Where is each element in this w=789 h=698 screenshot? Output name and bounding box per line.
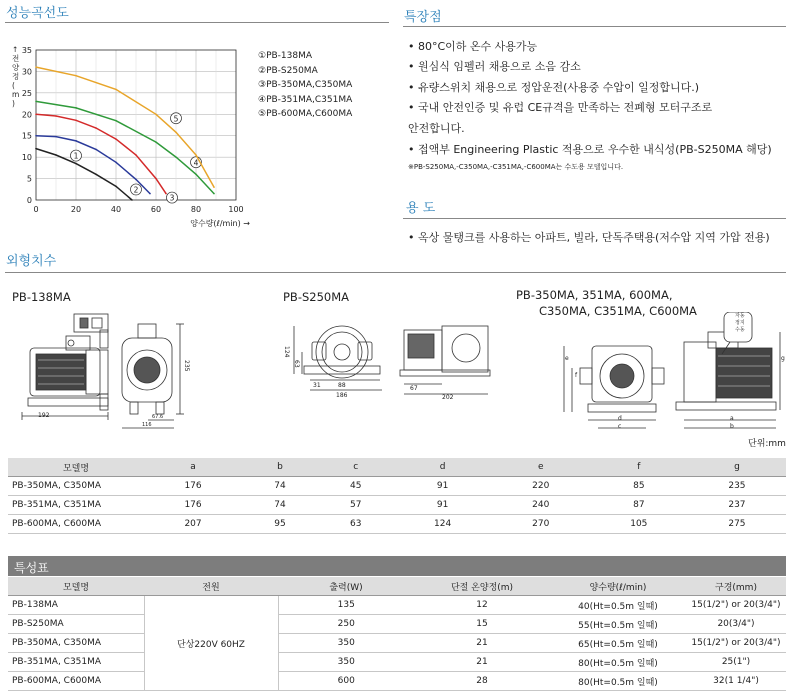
table-cell: 220 [492, 477, 590, 496]
dim-header-b: b [242, 458, 318, 477]
series-point [75, 119, 77, 121]
feature-item: • 원심식 임펠러 채용으로 소음 감소 [408, 60, 581, 73]
performance-title-rule [5, 22, 389, 23]
series-point [35, 101, 37, 103]
dim-header-f: f [590, 458, 688, 477]
table-cell: PB-138MA [8, 596, 144, 615]
table-cell: 21 [414, 653, 550, 672]
series-point [95, 149, 97, 151]
table-cell: 91 [394, 477, 492, 496]
table-cell: 45 [318, 477, 394, 496]
spec-header-output: 출력(W) [278, 577, 414, 596]
series-marker-label: 4 [193, 158, 199, 168]
table-cell: 40(Ht=0.5m 일때) [550, 596, 686, 615]
table-cell: 350 [278, 634, 414, 653]
legend-entry: ①PB-138MA [258, 51, 313, 61]
series-point [35, 113, 37, 115]
table-cell: 207 [144, 515, 242, 534]
unit-note: 단위:mm [748, 439, 786, 449]
table-cell: 105 [590, 515, 688, 534]
spec-header-flow: 양수량(ℓ/min) [550, 577, 686, 596]
feature-item: 안전합니다. [408, 122, 465, 135]
series-point [165, 193, 167, 195]
table-cell: 55(Ht=0.5m 일때) [550, 615, 686, 634]
model-label-pbs250: PB-S250MA [283, 290, 350, 304]
table-row [8, 653, 786, 672]
x-tick-label: 40 [110, 205, 122, 214]
series-point [75, 75, 77, 77]
table-cell: 80(Ht=0.5m 일때) [550, 672, 686, 691]
pbs250-dim-67: 67 [410, 385, 418, 392]
feature-item: • 접액부 Engineering Plastic 적용으로 우수한 내식성(PB-S250MA 해당) [408, 143, 772, 156]
features-title-rule [403, 26, 786, 27]
series-marker-label: 1 [73, 151, 79, 161]
series-point [95, 173, 97, 175]
series-line [36, 114, 166, 193]
series-point [149, 193, 151, 195]
spec-header-row [8, 577, 786, 596]
pb138-dim-235: 235 [183, 360, 190, 372]
table-cell: 235 [688, 477, 786, 496]
table-cell: 15 [414, 615, 550, 634]
series-point [213, 186, 215, 188]
features-section-title: 특장점 [404, 10, 442, 25]
table-cell: 270 [492, 515, 590, 534]
spec-section-band [8, 556, 786, 576]
pb138-dim-192: 192 [38, 412, 50, 419]
spec-header-bore: 구경(mm) [686, 577, 786, 596]
feature-item: • 국내 안전인증 및 유럽 CE규격을 만족하는 전폐형 모터구조로 [408, 101, 713, 114]
model-label-pb350-line1: PB-350MA, 351MA, 600MA, [516, 288, 673, 302]
series-point [135, 179, 137, 181]
series-point [55, 136, 57, 138]
dimensions-table [8, 458, 786, 534]
series-point [35, 66, 37, 68]
series-point [75, 163, 77, 165]
legend-entry: ②PB-S250MA [258, 65, 318, 76]
pbs250-dim-88: 88 [338, 382, 346, 389]
x-tick-label: 0 [33, 205, 39, 214]
spec-header-head: 단절 온양정(m) [414, 577, 550, 596]
x-tick-label: 100 [228, 205, 244, 214]
switch-label-manual: 수동 [735, 327, 745, 333]
table-cell: 74 [242, 496, 318, 515]
table-cell: PB-350MA, C350MA [8, 634, 144, 653]
series-point [55, 115, 57, 117]
series-point [195, 173, 197, 175]
series-point [115, 120, 117, 122]
series-point [75, 107, 77, 109]
table-cell: 80(Ht=0.5m 일때) [550, 653, 686, 672]
table-cell: PB-351MA, C351MA [8, 496, 144, 515]
dim-header-row [8, 458, 786, 477]
switch-label-auto: 자동 [735, 313, 745, 319]
table-cell: 91 [394, 496, 492, 515]
y-tick-label: 5 [26, 174, 32, 184]
series-point [115, 138, 117, 140]
table-cell: 15(1/2") or 20(3/4") [686, 596, 786, 615]
table-cell: 240 [492, 496, 590, 515]
table-cell: 57 [318, 496, 394, 515]
table-cell: 237 [688, 496, 786, 515]
x-tick-label: 60 [150, 205, 162, 214]
table-cell: PB-S250MA [8, 615, 144, 634]
table-cell: 20(3/4") [686, 615, 786, 634]
x-axis-label: 양수량(ℓ/min) → [190, 219, 250, 228]
table-cell: 176 [144, 496, 242, 515]
table-cell: 28 [414, 672, 550, 691]
pb350-drawing [558, 312, 786, 440]
series-point [35, 148, 37, 150]
series-line [36, 101, 214, 193]
series-point [155, 141, 157, 143]
pb350-dim-g: g [781, 355, 785, 362]
table-cell: 600 [278, 672, 414, 691]
pbs250-dim-124: 124 [283, 346, 290, 358]
dimensions-title-rule [5, 272, 786, 273]
table-row [8, 515, 786, 534]
table-cell: 250 [278, 615, 414, 634]
table-cell: PB-351MA, C351MA [8, 653, 144, 672]
table-cell: 135 [278, 596, 414, 615]
table-cell: 87 [590, 496, 688, 515]
series-point [135, 154, 137, 156]
y-tick-label: 35 [21, 46, 32, 55]
y-axis-label: ↑ 전 양 정 ( m ) [12, 45, 20, 108]
series-point [115, 161, 117, 163]
series-point [115, 89, 117, 91]
table-row [8, 477, 786, 496]
pb350-dim-d: d [618, 415, 622, 422]
series-point [95, 127, 97, 129]
series-point [55, 154, 57, 156]
table-cell: PB-350MA, C350MA [8, 477, 144, 496]
pbs250-dim-186: 186 [336, 392, 348, 399]
spec-table [8, 577, 786, 691]
dim-header-c: c [318, 458, 394, 477]
table-row [8, 634, 786, 653]
model-label-pb138: PB-138MA [12, 290, 71, 304]
table-cell: 65(Ht=0.5m 일때) [550, 634, 686, 653]
series-point [155, 113, 157, 115]
table-row [8, 596, 786, 615]
feature-item: • 유량스위치 채용으로 정압운전(사용중 수압이 일정합니다.) [408, 81, 700, 94]
table-cell: 85 [590, 477, 688, 496]
dim-header-e: e [492, 458, 590, 477]
usage-title-rule [403, 218, 786, 219]
y-tick-label: 15 [21, 131, 32, 141]
table-cell: 63 [318, 515, 394, 534]
features-note: ※PB-S250MA,-C350MA,-C351MA,-C600MA는 수도용 모델입니다. [408, 163, 624, 171]
pbs250-dim-202: 202 [442, 394, 454, 401]
dim-header-model: 모델명 [8, 458, 144, 477]
performance-section-title: 성능곡선도 [6, 6, 69, 21]
pbs250-dim-31: 31 [313, 382, 321, 389]
usage-item: • 옥상 물탱크를 사용하는 아파트, 빌라, 단독주택용(저수압 지역 가압 전용) [408, 231, 770, 244]
table-row [8, 672, 786, 691]
series-line [36, 149, 132, 200]
pbs250-drawing [282, 318, 502, 408]
table-cell: 350 [278, 653, 414, 672]
series-point [131, 199, 133, 201]
table-cell: PB-600MA, C600MA [8, 672, 144, 691]
table-cell: 25(1") [686, 653, 786, 672]
table-cell: 176 [144, 477, 242, 496]
switch-label-stop: 정지 [735, 320, 745, 326]
y-tick-label: 10 [21, 153, 32, 163]
table-cell: 74 [242, 477, 318, 496]
table-row [8, 615, 786, 634]
series-point [195, 154, 197, 156]
table-row [8, 496, 786, 515]
y-tick-label: 30 [21, 67, 32, 77]
series-point [115, 185, 117, 187]
table-cell: 95 [242, 515, 318, 534]
pb350-dim-f: f [575, 372, 578, 379]
pb350-dim-e: e [565, 355, 569, 362]
legend-entry: ⑤PB-600MA,C600MA [258, 109, 353, 119]
legend-entry: ④PB-351MA,C351MA [258, 94, 353, 105]
table-cell: PB-600MA, C600MA [8, 515, 144, 534]
dim-header-a: a [144, 458, 242, 477]
spec-section-title: 특성표 [14, 561, 49, 575]
series-point [155, 178, 157, 180]
table-cell: 32(1 1/4") [686, 672, 786, 691]
x-tick-label: 80 [190, 205, 202, 214]
series-point [175, 156, 177, 158]
feature-item: • 80°C이하 온수 사용가능 [408, 40, 538, 53]
dim-header-d: d [394, 458, 492, 477]
usage-section-title: 용 도 [406, 201, 436, 216]
table-cell: 275 [688, 515, 786, 534]
series-marker-label: 5 [173, 114, 179, 124]
pb138-dim-side1: 67.6 [152, 414, 164, 420]
series-point [35, 135, 37, 137]
series-point [175, 131, 177, 133]
pb350-dim-a: a [730, 415, 734, 422]
table-cell: 124 [394, 515, 492, 534]
y-tick-label: 0 [26, 196, 32, 205]
legend-entry: ③PB-350MA,C350MA [258, 80, 353, 90]
series-point [213, 193, 215, 195]
y-tick-label: 25 [21, 88, 32, 98]
table-cell: 15(1/2") or 20(3/4") [686, 634, 786, 653]
dim-header-g: g [688, 458, 786, 477]
pbs250-dim-63: 63 [293, 360, 300, 368]
pb350-dim-c: c [618, 423, 622, 430]
pb350-switch-callout [735, 313, 745, 334]
chart-legend [258, 49, 352, 122]
series-marker-label: 2 [133, 185, 139, 195]
x-tick-label: 20 [70, 205, 82, 214]
spec-header-power: 전원 [144, 577, 278, 596]
pb350-dim-b: b [730, 423, 734, 430]
table-cell: 21 [414, 634, 550, 653]
pb138-dim-side2: 116 [142, 422, 152, 428]
dimensions-section-title: 외형치수 [6, 254, 57, 269]
spec-power-cell: 단상220V 60HZ [144, 596, 278, 691]
series-point [75, 140, 77, 142]
table-cell: 12 [414, 596, 550, 615]
model-label-pb350-line2: C350MA, C351MA, C600MA [539, 304, 697, 318]
y-tick-label: 20 [21, 110, 32, 120]
spec-header-model: 모델명 [8, 577, 144, 596]
series-marker-label: 3 [169, 193, 175, 203]
